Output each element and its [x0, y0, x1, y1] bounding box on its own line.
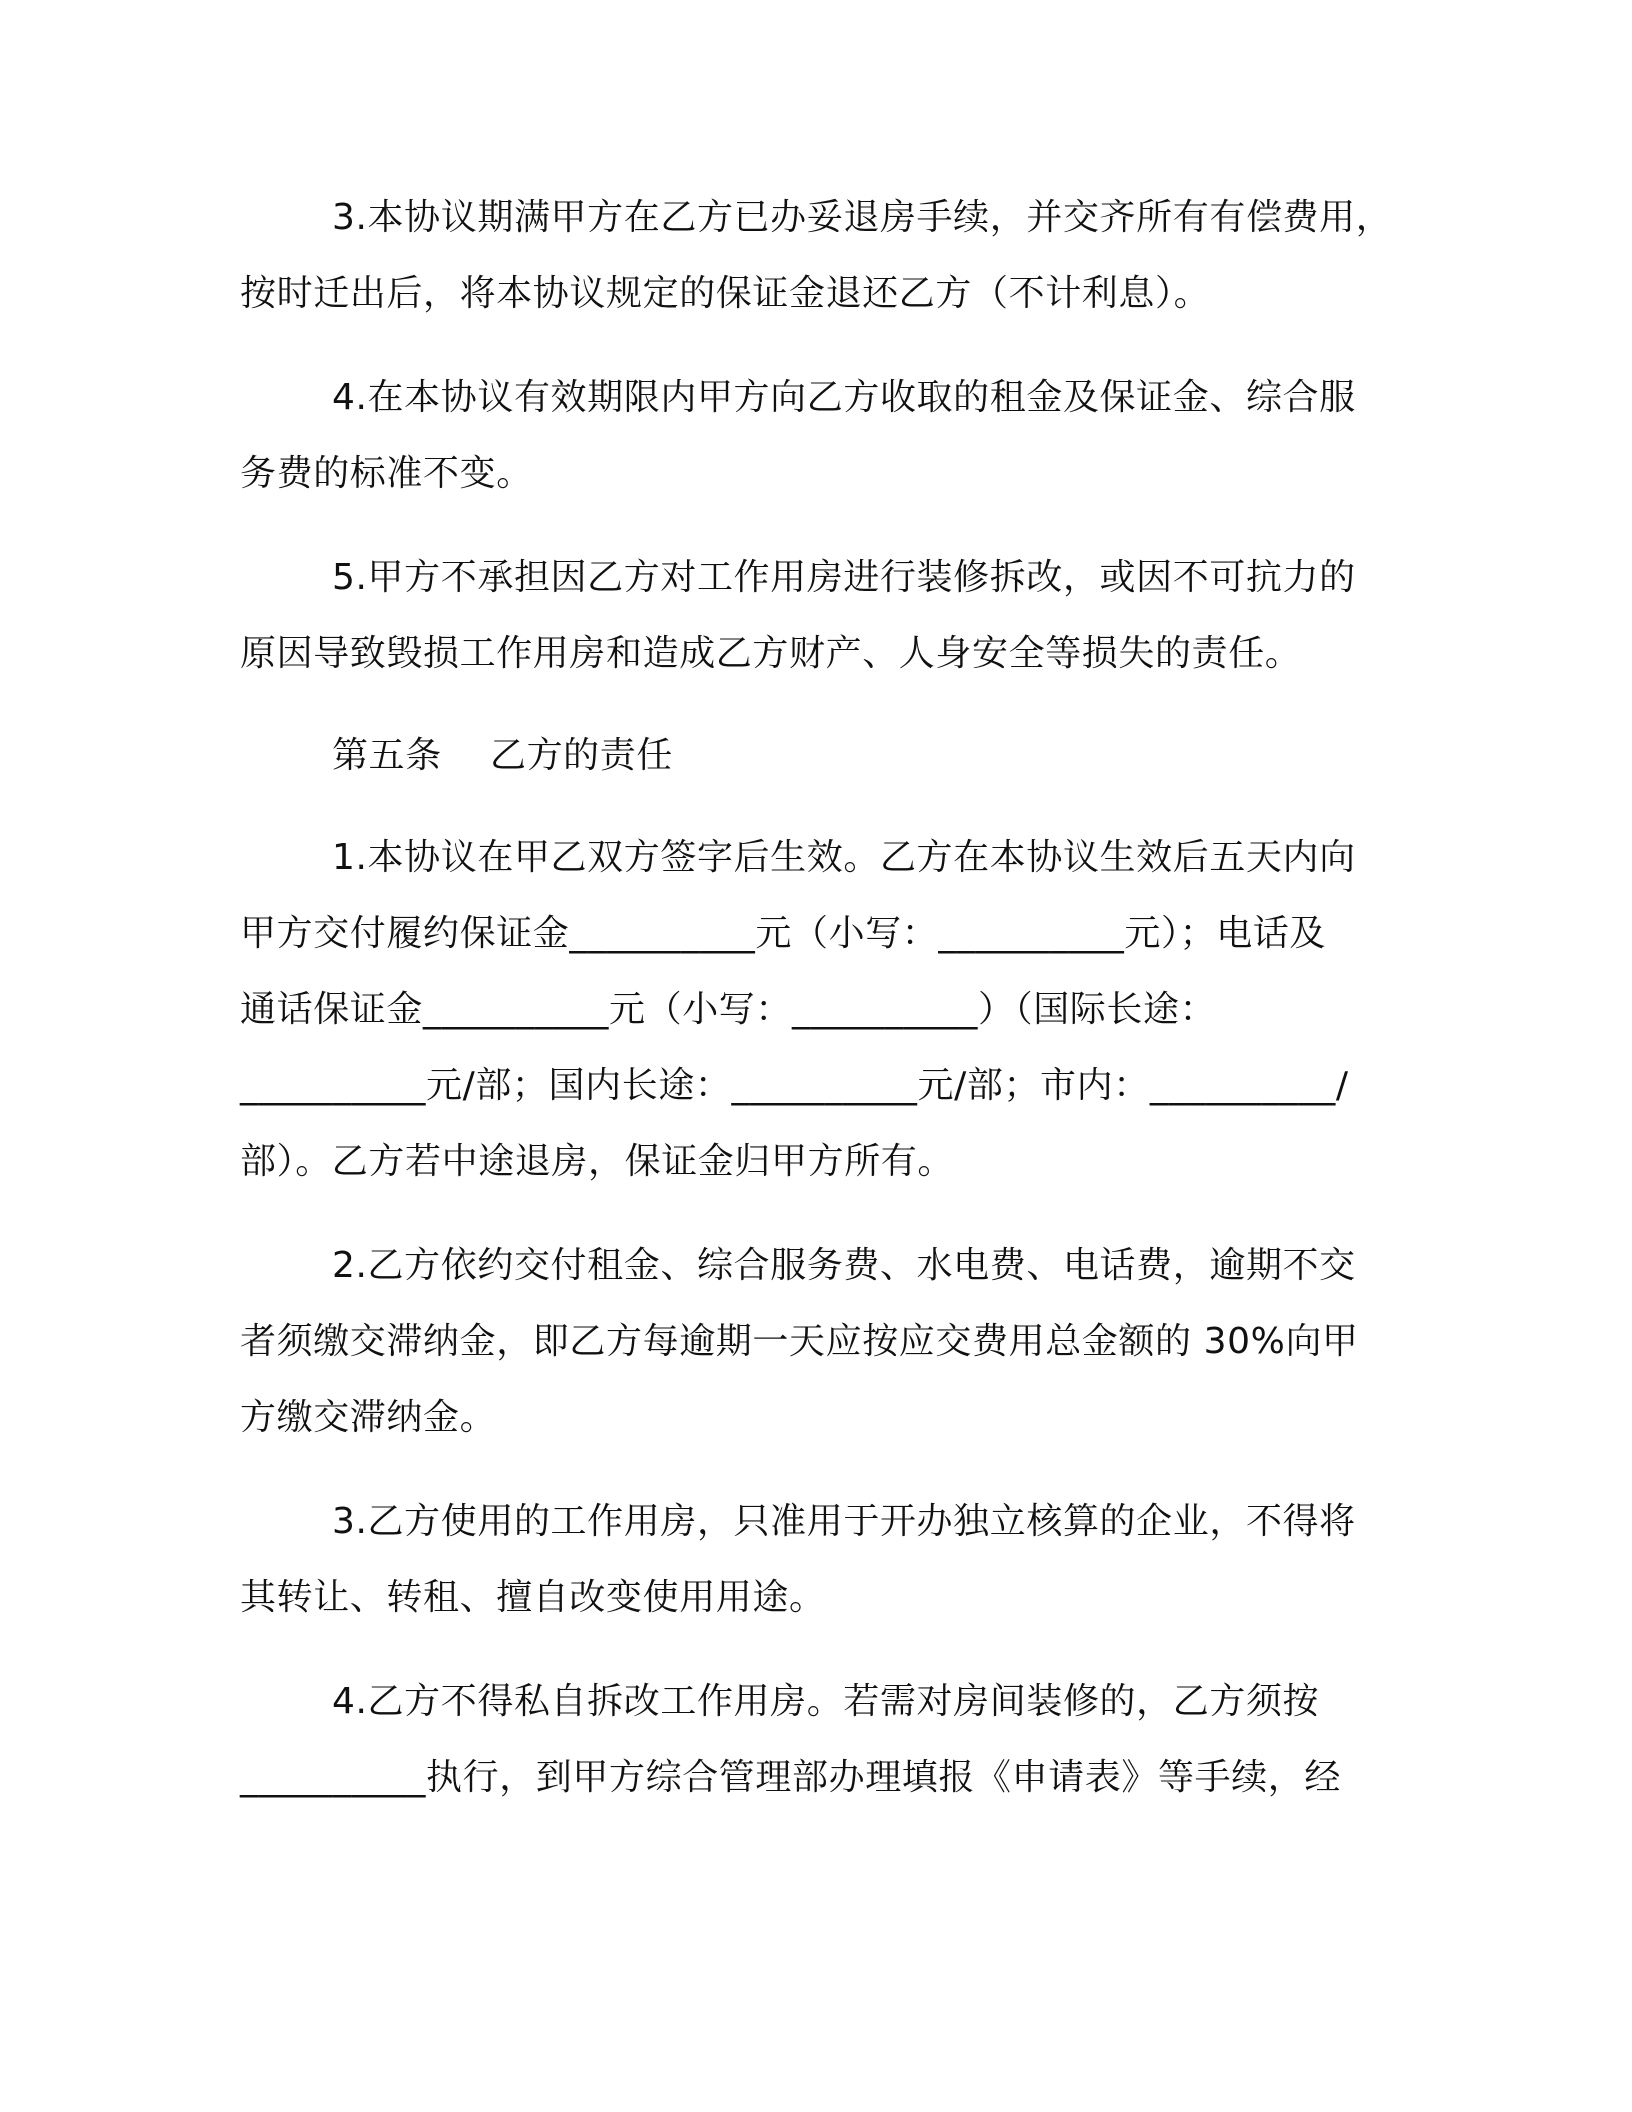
clause-4-item-5-line-1: 5.甲方不承担因乙方对工作用房进行装修拆改，或因不可抗力的	[332, 557, 1356, 598]
clause-5-item-1-line-4: __________元/部；国内长途：__________元/部；市内：__________/	[240, 1065, 1349, 1106]
clause-4-item-4-line-2: 务费的标准不变。	[240, 453, 533, 494]
clause-4-item-3-line-1: 3.本协议期满甲方在乙方已办妥退房手续，并交齐所有有偿费用，	[332, 197, 1393, 238]
clause-5-item-1-line-5: 部）。乙方若中途退房，保证金归甲方所有。	[240, 1141, 955, 1182]
clause-5-item-1-line-2: 甲方交付履约保证金__________元（小写：__________元）；电话及	[240, 913, 1326, 954]
clause-4-item-3-line-2: 按时迁出后，将本协议规定的保证金退还乙方（不计利息）。	[240, 273, 1211, 314]
clause-5-item-2-line-2: 者须缴交滞纳金，即乙方每逾期一天应按应交费用总金额的 30%向甲	[240, 1321, 1359, 1362]
clause-5-heading: 第五条 乙方的责任	[332, 735, 673, 776]
clause-5-item-4-line-2: __________执行，到甲方综合管理部办理填报《申请表》等手续，经	[240, 1757, 1341, 1798]
clause-5-item-2-line-3: 方缴交滞纳金。	[240, 1397, 497, 1438]
clause-5-item-4-line-1: 4.乙方不得私自拆改工作用房。若需对房间装修的，乙方须按	[332, 1681, 1320, 1722]
clause-4-item-5-line-2: 原因导致毁损工作用房和造成乙方财产、人身安全等损失的责任。	[240, 633, 1302, 674]
clause-4-item-4-line-1: 4.在本协议有效期限内甲方向乙方收取的租金及保证金、综合服	[332, 377, 1356, 418]
clause-5-item-1-line-3: 通话保证金__________元（小写：__________）（国际长途：	[240, 989, 1217, 1030]
clause-5-item-1-line-1: 1.本协议在甲乙双方签字后生效。乙方在本协议生效后五天内向	[332, 837, 1356, 878]
clause-5-item-3-line-2: 其转让、转租、擅自改变使用用途。	[240, 1577, 826, 1618]
clause-5-item-2-line-1: 2.乙方依约交付租金、综合服务费、水电费、电话费，逾期不交	[332, 1245, 1356, 1286]
clause-5-item-3-line-1: 3.乙方使用的工作用房，只准用于开办独立核算的企业，不得将	[332, 1501, 1356, 1542]
